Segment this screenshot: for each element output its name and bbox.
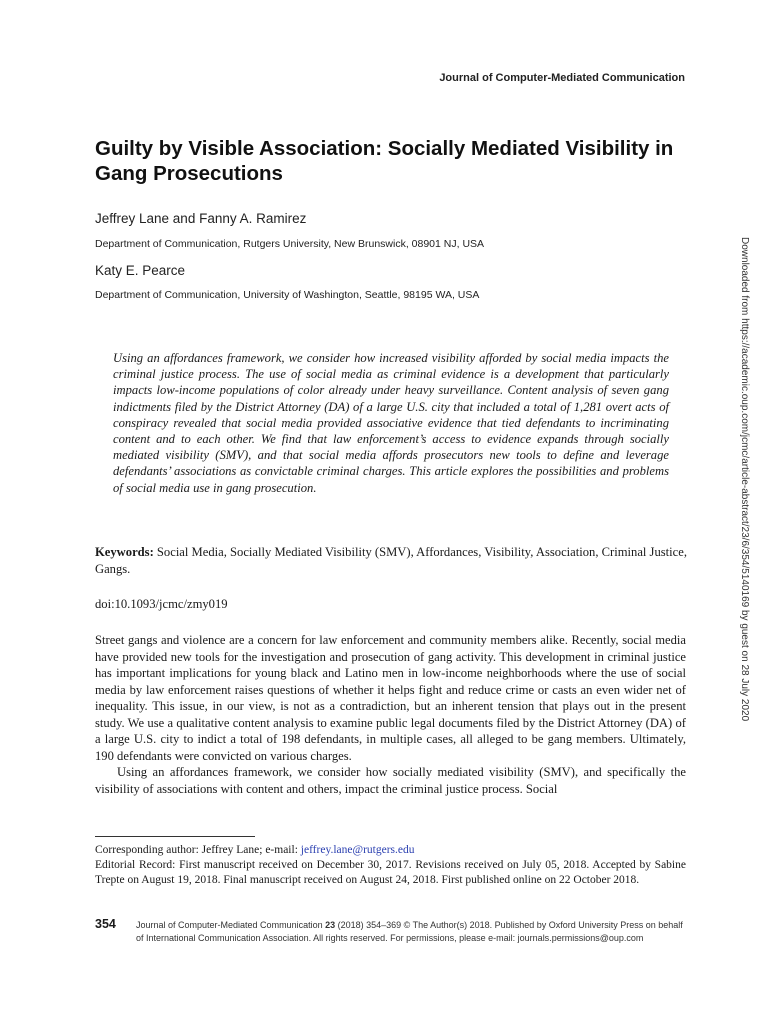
keywords-list: Social Media, Socially Mediated Visibility (SMV), Affordances, Visibility, Association, Criminal Justice, Gangs. [95,545,687,576]
abstract: Using an affordances framework, we consider how increased visibility afforded by social media impacts the criminal justice process. The use of social media as criminal evidence is a development that particularly impacts low-income populations of color already under heavy surveillance. Content analysis of seven gang indictments filed by the District Attorney (DA) of a large U.S. city that included a total of 1,281 overt acts of conspiracy revealed that social media provided associative evidence that tied defendants to incriminating content and to each other. We find that law enforcement’s access to evidence expands through socially mediated visibility (SMV), and that social media affords prosecutors new tools to define and leverage defendants’ associations as convictable criminal charges. This article explores the possibilities and problems of social media use in gang prosecution. [113,351,669,495]
footer-citation-rest: (2018) 354–369 © The Author(s) 2018. Published by Oxford University Press on behalf of International Communication Association. All rights reserved. For permissions, please e-mail: journals.permissions@oup.com [136,920,683,943]
author-affiliation-1: Department of Communication, Rutgers University, New Brunswick, 08901 NJ, USA [95,238,485,250]
footer-volume: 23 [325,920,336,930]
author-affiliation-2: Department of Communication, University of Washington, Seattle, 98195 WA, USA [95,289,480,301]
body-paragraph: Street gangs and violence are a concern for law enforcement and community members alike. Recently, social media have provided new tools for the investigation and prosecution of gang activity. This development in criminal justice has important implications for young black and Latino men in low-income neighborhoods where the use of social media by law enforcement raises questions of whether it helps fight and reduce crime or casts an even wider net of inequality. This issue, in our view, is not as a contradiction, but an inherent tension that plays out in the present study. We use a qualitative content analysis to examine public legal documents filed by the District Attorney (DA) of a large U.S. city to indict a total of 198 defendants, in multiple cases, all alleged to be gang members. Ultimately, 190 defendants were convicted on various charges. [95,633,686,763]
keywords-label: Keywords: [95,545,154,559]
keywords [95,544,687,577]
corresponding-author [95,843,686,858]
footer-citation [136,919,688,945]
author-names-2: Katy E. Pearce [95,263,186,278]
doi[interactable]: doi:10.1093/jcmc/zmy019 [95,597,228,611]
body-paragraph: Using an affordances framework, we consider how socially mediated visibility (SMV), and specifically the visibility of associations with content and others, impact the criminal justice process. Social [95,765,686,796]
download-watermark-text: Downloaded from https://academic.oup.com/jcmc/article-abstract/23/6/354/5140169 by guest on 28 July 2020 [739,237,750,722]
footer-journal: Journal of Computer-Mediated Communication [136,920,326,930]
author-names-1: Jeffrey Lane and Fanny A. Ramirez [95,211,307,226]
download-watermark [738,237,748,797]
footnote [95,843,686,888]
article-title: Guilty by Visible Association: Socially Mediated Visibility in Gang Prosecutions [95,137,674,185]
editorial-record: Editorial Record: First manuscript received on December 30, 2017. Revisions received on July 05, 2018. Accepted by Sabine Trepte on August 19, 2018. Final manuscript received on August 24, 2018. First published online on 22 October 2018. [95,859,686,886]
journal-header: Journal of Computer-Mediated Communication [439,72,685,84]
page-number: 354 [95,917,116,931]
corresponding-author-text: Corresponding author: Jeffrey Lane; e-mail: [95,844,301,856]
email-link[interactable]: jeffrey.lane@rutgers.edu [300,844,415,856]
footnote-divider [95,836,255,837]
body-text [95,632,686,797]
